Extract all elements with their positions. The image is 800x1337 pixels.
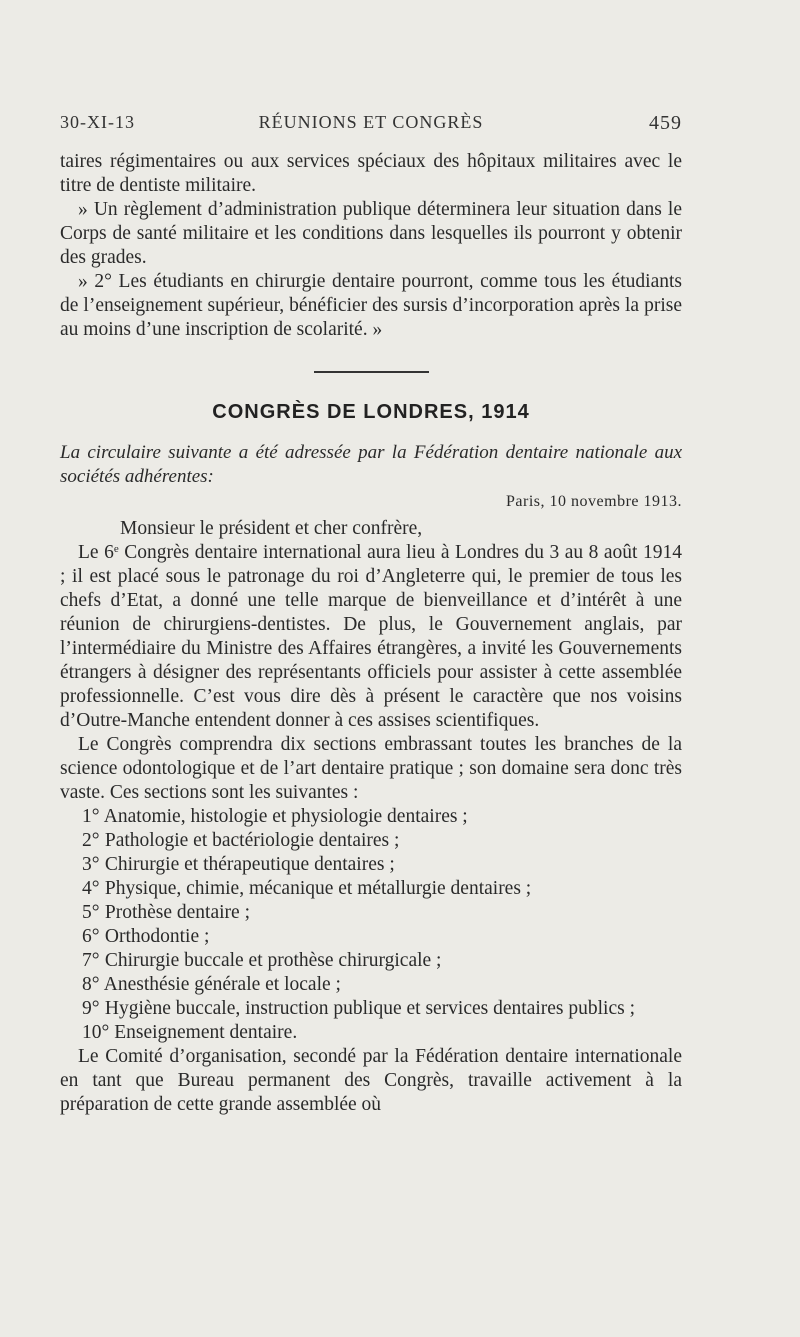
- section-list-item: [80, 853, 682, 877]
- section-list-item: [80, 949, 682, 973]
- section-label: Anatomie, histologie et physiologie dentaires ;: [100, 806, 468, 827]
- law-text-continuation: [60, 150, 682, 342]
- section-number: 5°: [82, 902, 100, 923]
- section-number: 1°: [82, 806, 100, 827]
- section-label: Pathologie et bactériologie dentaires ;: [100, 830, 400, 851]
- section-heading: CONGRÈS DE LONDRES, 1914: [212, 401, 530, 423]
- section-list-item: [80, 829, 682, 853]
- paragraph: Le 6e Congrès dentaire international aura lieu à Londres du 3 au 8 août 1914 ; il est placé sous le patronage du roi d’Angleterre qui, le premier de tous les chefs d’Etat, a donné une telle marque de bienveillance et d’intérêt à une réunion de chirurgiens-dentistes. De plus, le Gouvernement anglais, par l’intermédiaire du Ministre des Affaires étrangères, a invité les Gouvernements étrangers à désigner des représentants officiels pour assister à cette assemblée professionnelle. C’est vous dire dès à présent le caractère que nos voisins d’Outre-Manche entendent donner à ces assises scientifiques.: [60, 542, 682, 731]
- section-label: Anesthésie générale et locale ;: [100, 974, 341, 995]
- section-number: 8°: [82, 974, 100, 995]
- section-list-item: [80, 901, 682, 925]
- section-list-item: [80, 1021, 682, 1045]
- running-header: [60, 112, 682, 142]
- paragraph: taires régimentaires ou aux services spéciaux des hôpitaux militaires avec le titre de dentiste militaire.: [60, 151, 682, 196]
- paragraph: Le Comité d’organisation, secondé par la Fédération dentaire internationale en tant que Bureau permanent des Congrès, travaille activement à la préparation de cette grande assemblée où: [60, 1046, 682, 1115]
- section-label: Chirurgie buccale et prothèse chirurgicale ;: [100, 950, 442, 971]
- section-label: Hygiène buccale, instruction publique et services dentaires publics ;: [100, 998, 636, 1019]
- section-label: Orthodontie ;: [100, 926, 210, 947]
- section-label: Enseignement dentaire.: [109, 1022, 298, 1043]
- circular-letter: [60, 517, 682, 1117]
- salutation: Monsieur le président et cher confrère,: [120, 518, 423, 539]
- intro-italic: La circulaire suivante a été adressée par la Fédération dentaire nationale aux sociétés adhérentes:: [60, 442, 682, 487]
- sections-list: [60, 805, 682, 1045]
- paragraph: » 2° Les étudiants en chirurgie dentaire pourront, comme tous les étudiants de l’enseignement supérieur, bénéficier des sursis d’incorporation après la prise au moins d’une inscription de scolarité. »: [60, 271, 682, 340]
- section-number: 7°: [82, 950, 100, 971]
- section-list-item: [80, 925, 682, 949]
- section-number: 4°: [82, 878, 100, 899]
- page-number: 459: [649, 112, 682, 134]
- header-section-title: RÉUNIONS ET CONGRÈS: [258, 112, 484, 132]
- section-divider: [314, 371, 429, 373]
- header-date: 30-XI-13: [60, 112, 135, 132]
- paragraph: Le Congrès comprendra dix sections embrassant toutes les branches de la science odontologique et de l’art dentaire pratique ; son domaine sera donc très vaste. Ces sections sont les suivantes :: [60, 734, 682, 803]
- section-list-item: [80, 877, 682, 901]
- section-list-item: [80, 973, 682, 997]
- section-number: 9°: [82, 998, 100, 1019]
- section-number: 2°: [82, 830, 100, 851]
- section-label: Physique, chimie, mécanique et métallurgie dentaires ;: [100, 878, 532, 899]
- paragraph: » Un règlement d’administration publique déterminera leur situation dans le Corps de santé militaire et les conditions dans lesquelles ils pourront y obtenir des grades.: [60, 199, 682, 268]
- section-label: Prothèse dentaire ;: [100, 902, 250, 923]
- section-number: 6°: [82, 926, 100, 947]
- section-list-item: [80, 997, 682, 1021]
- section-list-item: [80, 805, 682, 829]
- section-number: 10°: [82, 1022, 110, 1043]
- section-label: Chirurgie et thérapeutique dentaires ;: [100, 854, 395, 875]
- letter-dateline: Paris, 10 novembre 1913.: [506, 493, 682, 510]
- section-number: 3°: [82, 854, 100, 875]
